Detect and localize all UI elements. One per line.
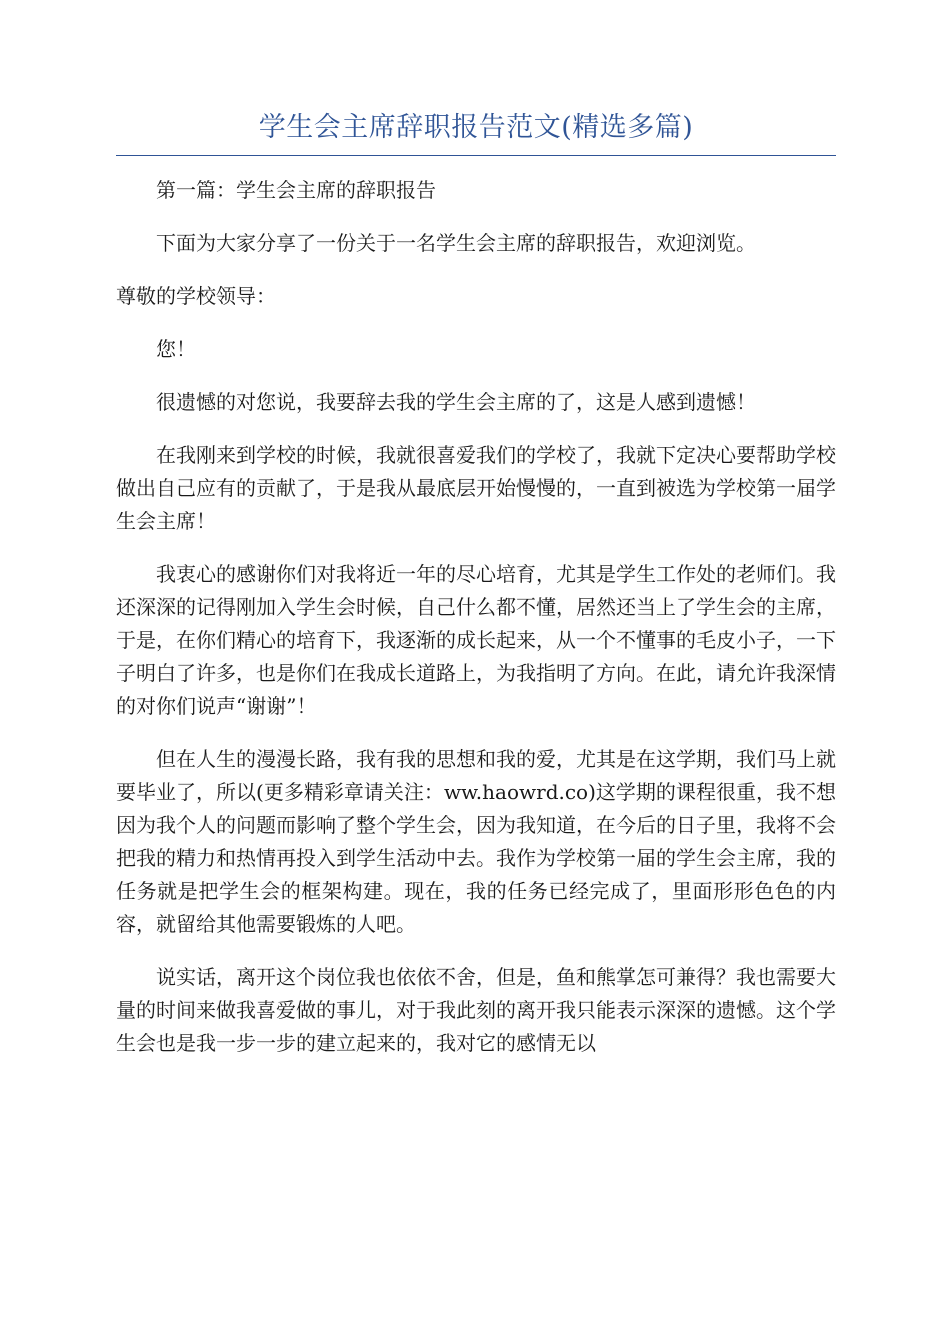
paragraph: 很遗憾的对您说，我要辞去我的学生会主席的了，这是人感到遗憾！ — [156, 389, 756, 414]
document-title: 学生会主席辞职报告范文(精选多篇) — [116, 108, 836, 156]
paragraph: 在我刚来到学校的时候，我就很喜爱我们的学校了，我就下定决心要帮助学校做出自己应有的贡献了，于是我从最底层开始慢慢的，一直到被选为学校第一届学生会主席！ — [116, 442, 836, 533]
document-body — [116, 174, 836, 1060]
paragraph: 但在人生的漫漫长路，我有我的思想和我的爱，尤其是在这学期，我们马上就要毕业了，所以(更多精彩章请关注：ww.haowrd.co)这学期的课程很重，我不想因为我个人的问题而影响了整个学生会，因为我知道，在今后的日子里，我将不会把我的精力和热情再投入到学生活动中去。我作为学校第一届的学生会主席，我的任务就是把学生会的框架构建。现在，我的任务已经完成了，里面形形色色的内容，就留给其他需要锻炼的人吧。 — [116, 746, 836, 936]
paragraph: 说实话，离开这个岗位我也依依不舍，但是，鱼和熊掌怎可兼得？我也需要大量的时间来做我喜爱做的事儿，对于我此刻的离开我只能表示深深的遗憾。这个学生会也是我一步一步的建立起来的，我对它的感情无以 — [116, 964, 836, 1055]
salutation: 尊敬的学校领导： — [116, 283, 276, 308]
paragraph: 第一篇：学生会主席的辞职报告 — [156, 177, 436, 202]
document-page — [116, 108, 836, 1080]
paragraph: 您！ — [156, 336, 196, 361]
paragraph: 我衷心的感谢你们对我将近一年的尽心培育，尤其是学生工作处的老师们。我还深深的记得刚加入学生会时候，自己什么都不懂，居然还当上了学生会的主席，于是，在你们精心的培育下，我逐渐的成长起来，从一个不懂事的毛皮小子，一下子明白了许多，也是你们在我成长道路上，为我指明了方向。在此，请允许我深情的对你们说声“谢谢”！ — [116, 561, 836, 718]
paragraph: 下面为大家分享了一份关于一名学生会主席的辞职报告，欢迎浏览。 — [156, 230, 756, 255]
